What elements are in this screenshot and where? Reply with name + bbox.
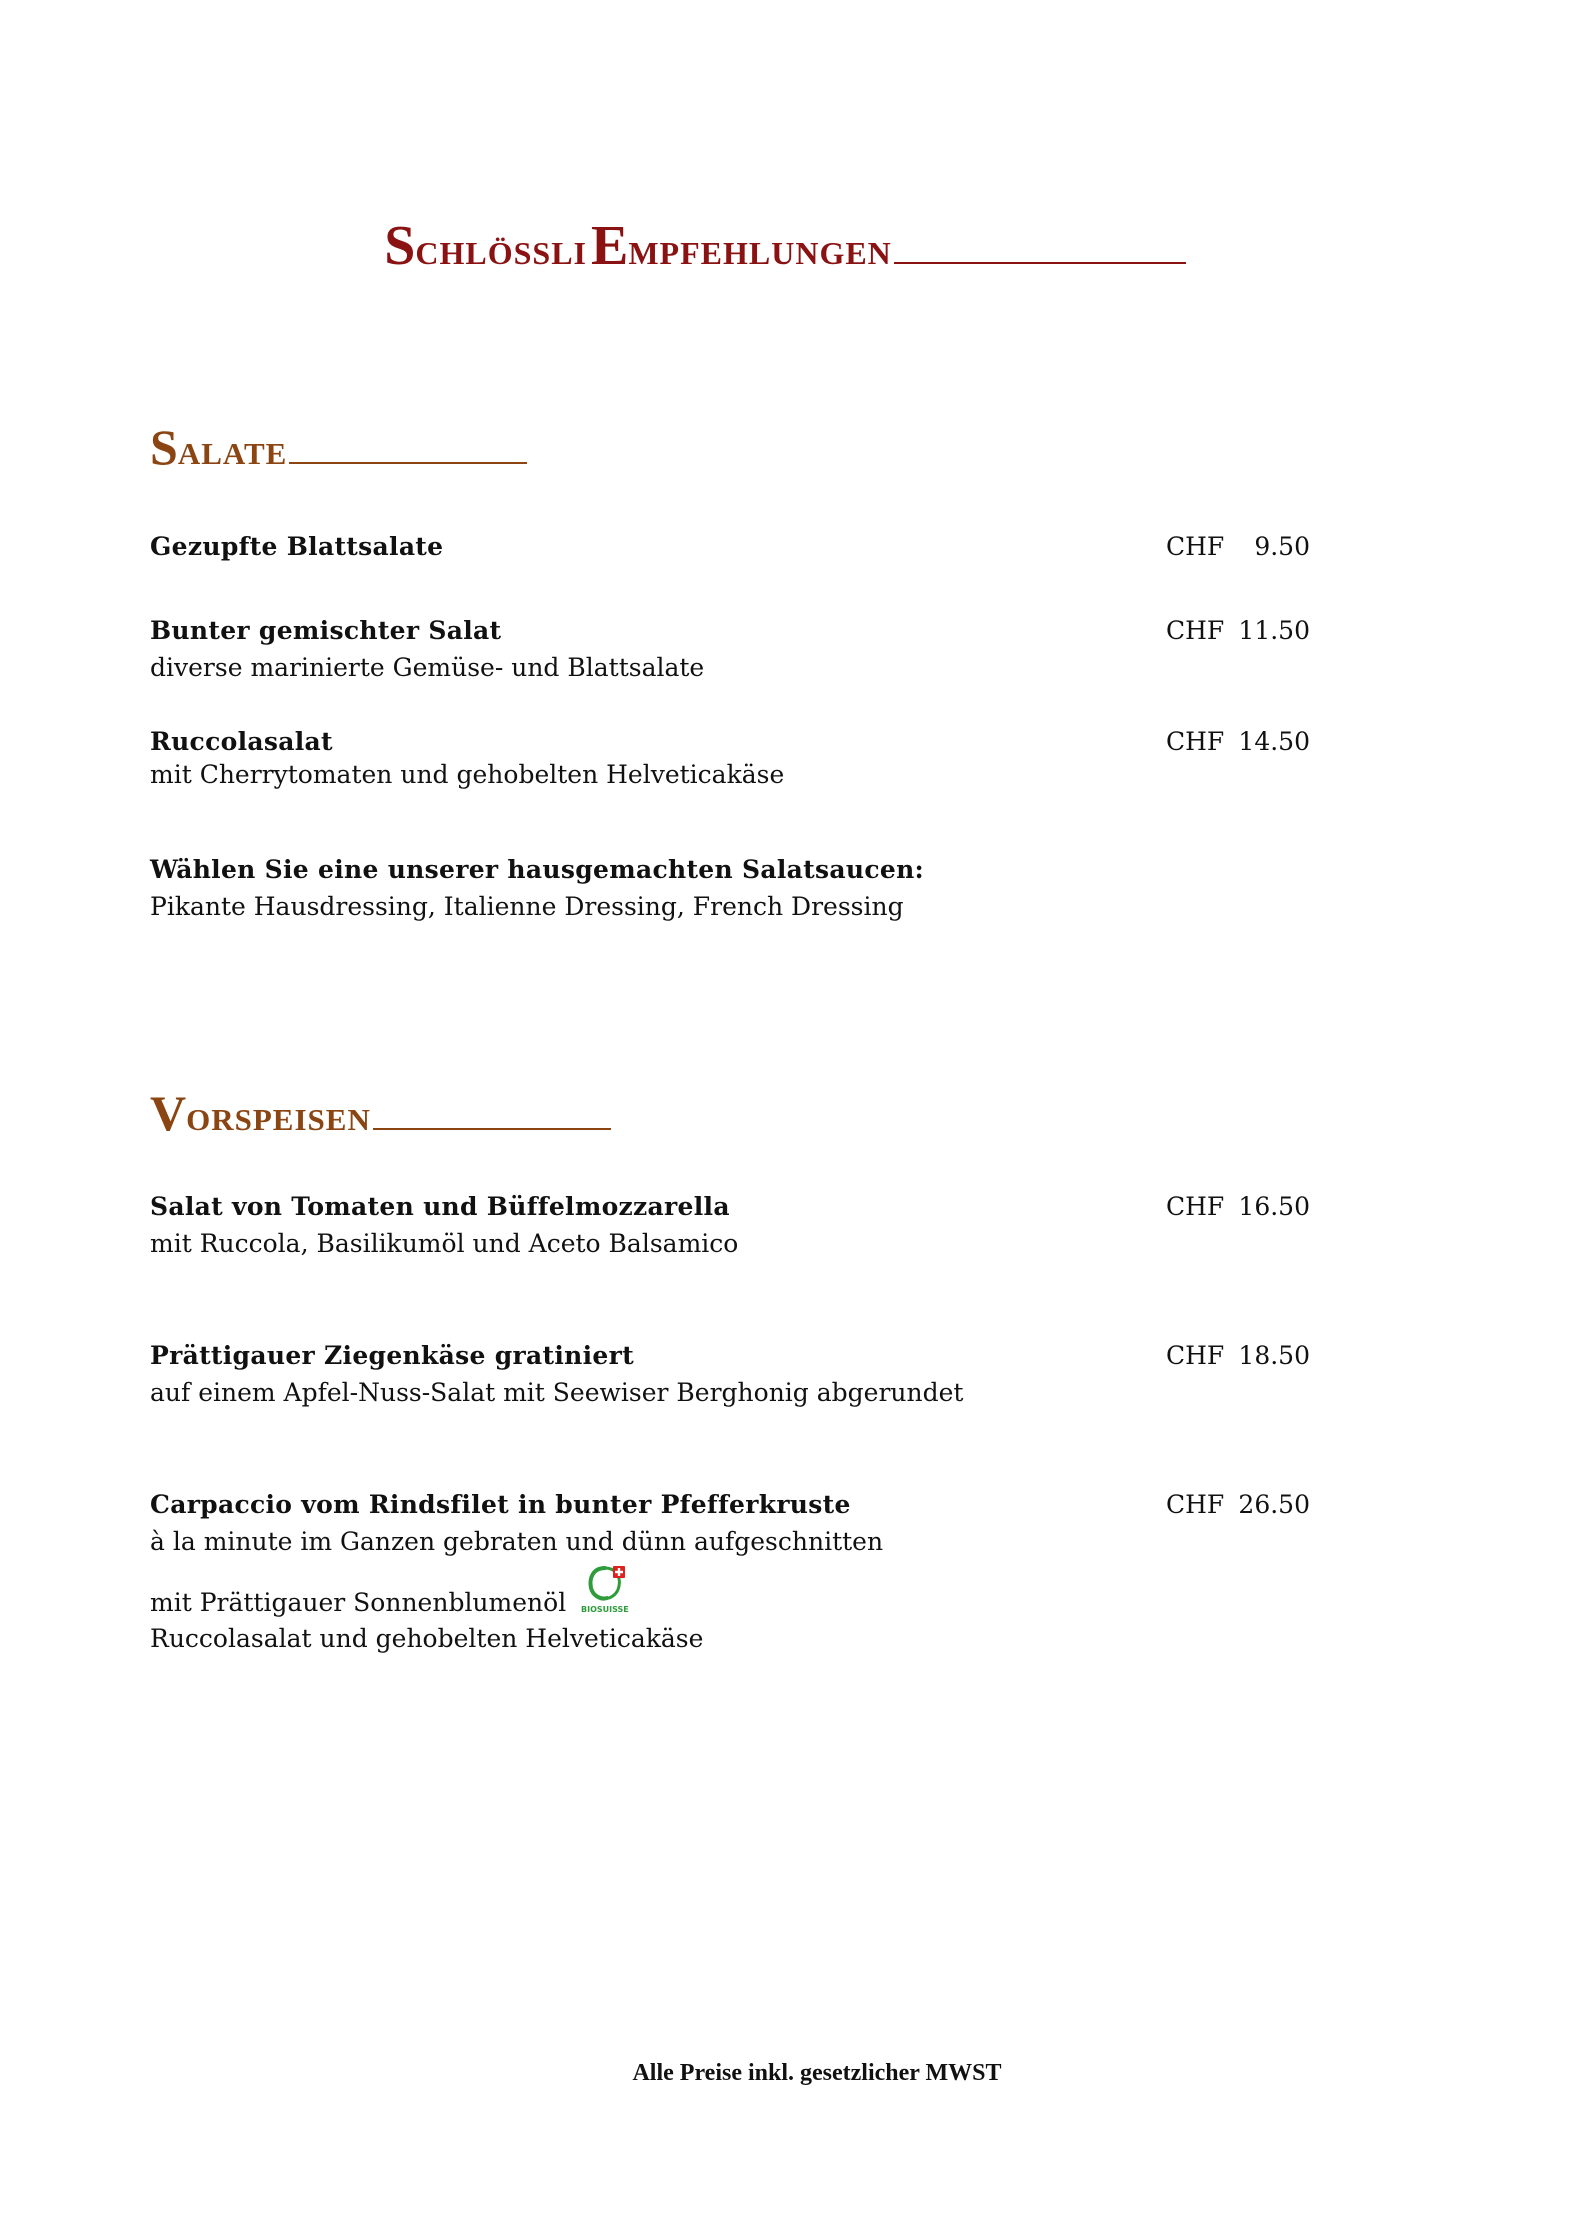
heading-initial: S	[150, 419, 178, 475]
price-value: 18.50	[1238, 1341, 1310, 1370]
heading-rule	[373, 1128, 611, 1130]
menu-item-desc: auf einem Apfel-Nuss-Salat mit Seewiser Berghonig abgerundet	[150, 1378, 964, 1407]
price-value: 11.50	[1238, 616, 1310, 645]
price-value: 26.50	[1238, 1490, 1310, 1519]
bio-suisse-logo-icon	[581, 1562, 629, 1614]
sauce-list: Pikante Hausdressing, Italienne Dressing, French Dressing	[150, 892, 904, 921]
bio-suisse-logo-text: BIOSUISSE	[581, 1605, 629, 1614]
price-value: 16.50	[1238, 1192, 1310, 1221]
title-initial-1: S	[384, 215, 416, 277]
menu-item-name: Gezupfte Blattsalate	[150, 532, 444, 561]
menu-item-desc: mit Ruccola, Basilikumöl und Aceto Balsamico	[150, 1229, 739, 1258]
section-heading-salate	[150, 419, 527, 475]
menu-item-desc: mit Prättigauer Sonnenblumenöl	[150, 1588, 567, 1617]
menu-item-name: Prättigauer Ziegenkäse gratiniert	[150, 1341, 634, 1370]
menu-item-name: Bunter gemischter Salat	[150, 616, 502, 645]
heading-rest: ORSPEISEN	[186, 1102, 371, 1137]
page-title	[0, 215, 1570, 277]
price-currency: CHF	[1166, 727, 1225, 756]
title-rule	[894, 262, 1186, 264]
menu-item-name: Salat von Tomaten und Büffelmozzarella	[150, 1192, 730, 1221]
title-initial-2: E	[590, 215, 629, 277]
footer-note: Alle Preise inkl. gesetzlicher MWST	[632, 2060, 1002, 2086]
price-currency: CHF	[1166, 1341, 1225, 1370]
menu-item-desc: Ruccolasalat und gehobelten Helveticakäse	[150, 1624, 704, 1653]
price-currency: CHF	[1166, 1490, 1225, 1519]
price-currency: CHF	[1166, 616, 1225, 645]
menu-item-desc: mit Cherrytomaten und gehobelten Helveticakäse	[150, 760, 785, 789]
price-value: 9.50	[1254, 532, 1310, 561]
heading-rule	[289, 462, 527, 464]
price-currency: CHF	[1166, 532, 1225, 561]
menu-item-desc: diverse marinierte Gemüse- und Blattsalate	[150, 653, 705, 682]
price-value: 14.50	[1238, 727, 1310, 756]
menu-item-desc: à la minute im Ganzen gebraten und dünn aufgeschnitten	[150, 1527, 884, 1556]
menu-item-name: Carpaccio vom Rindsfilet in bunter Pfefferkruste	[150, 1490, 851, 1519]
heading-rest: ALATE	[177, 436, 288, 471]
price-currency: CHF	[1166, 1192, 1225, 1221]
menu-item-name: Ruccolasalat	[150, 727, 333, 756]
section-heading-vorspeisen	[150, 1085, 611, 1141]
sauce-title: Wählen Sie eine unserer hausgemachten Salatsaucen:	[150, 855, 925, 884]
title-rest-1: CHLÖSSLI	[415, 235, 587, 271]
heading-initial: V	[150, 1085, 187, 1141]
title-rest-2: MPFEHLUNGEN	[628, 235, 892, 271]
